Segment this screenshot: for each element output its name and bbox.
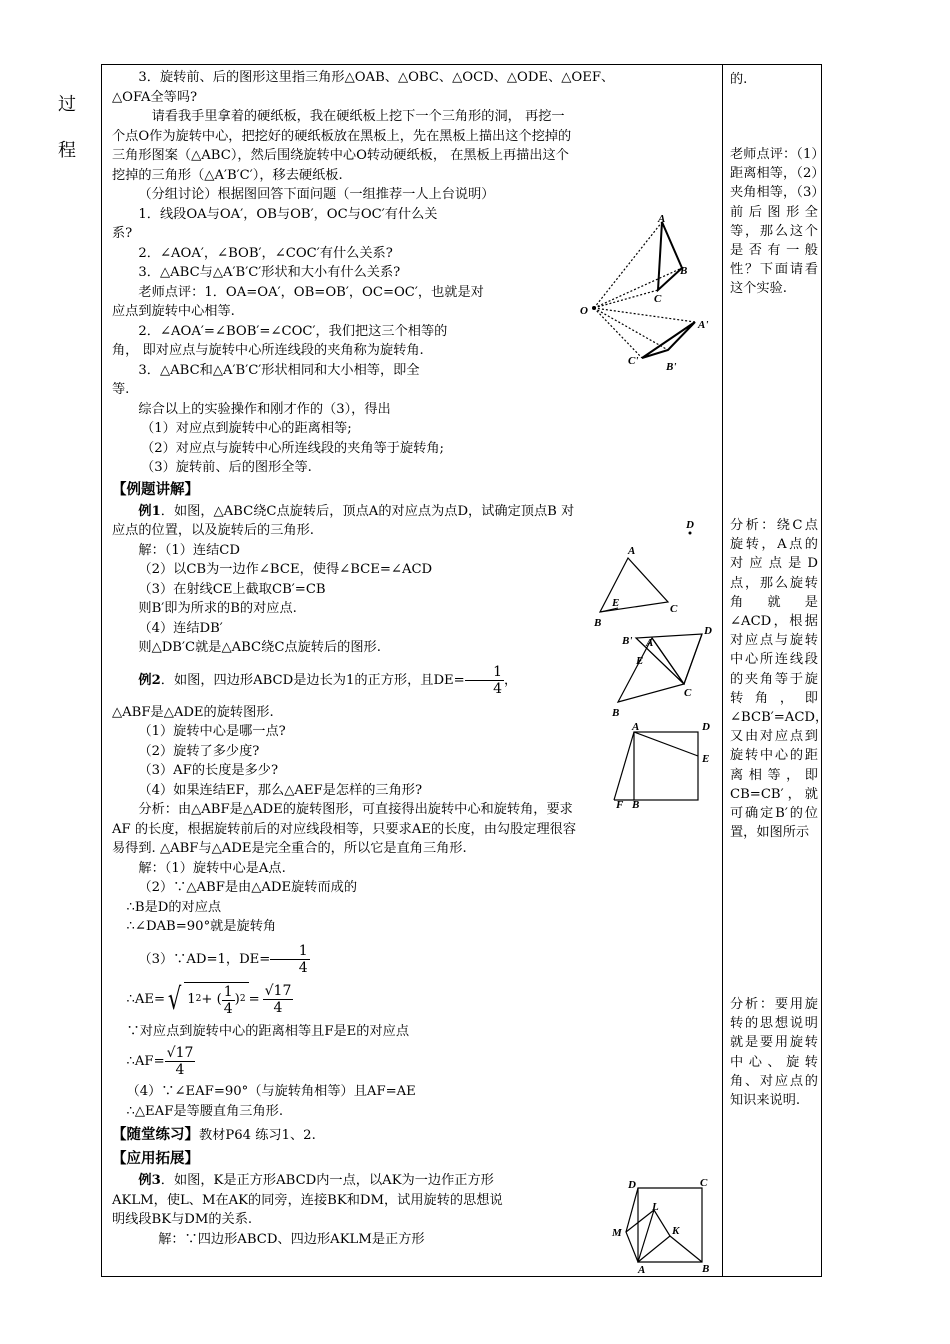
text-line: （1）旋转中心是哪一点?: [138, 724, 286, 739]
text-line: ．如图，△ABC绕C点旋转后，顶点A的对应点为点D，试确定顶点B 对: [160, 503, 575, 519]
text-line: 解：（1）连结CD: [138, 542, 240, 558]
label-M: M: [612, 1227, 622, 1239]
label-B: B: [612, 707, 620, 719]
label-A: A: [638, 1264, 646, 1276]
text-line: ．如图，四边形ABCD是边长为1的正方形，且DE=: [160, 672, 465, 688]
text-line: ∴AF=: [126, 1054, 165, 1069]
label-F: F: [616, 799, 624, 810]
text-line: AF 的长度，根据旋转前后的对应线段相等，只要求AE的长度，由勾股定理很容: [112, 821, 577, 837]
text-line: （3）AF的长度是多少?: [138, 763, 279, 778]
label-D: D: [628, 1179, 636, 1191]
text-line: 1．线段OA与OA′，OB与OB′，OC与OC′有什么关: [138, 206, 438, 222]
fraction: $\frac{1}{4}$: [270, 943, 309, 976]
label-A-prime: A': [698, 319, 709, 331]
text-line: 分析：由△ABF是△ADE的旋转图形，可直接得出旋转中心和旋转角，要求: [138, 802, 573, 817]
text-line: ∴B是D的对应点: [126, 899, 222, 915]
text-line: 系?: [112, 226, 133, 241]
text-line: 解：∵四边形ABCD、四边形AKLM是正方形: [158, 1231, 425, 1247]
example1-solution-figure: [600, 620, 720, 720]
text-line: （2）∵△ABF是由△ADE旋转而成的: [138, 880, 358, 895]
side-note-comment: 老师点评：（1）距离相等，（2）夹角相等，（3）前后图形全等，那么这个是否有一般性？下面请看这个实验.: [730, 147, 818, 297]
sqrt-expression: √ 1 2 + ( $\frac{1}{4}$ ) 2: [165, 982, 248, 1018]
text-line: 3．旋转前、后的图形这里指三角形△OAB、△OBC、△OCD、△ODE、△OEF、: [138, 70, 615, 85]
text-line: （1）对应点到旋转中心的距离相等;: [141, 421, 352, 436]
text-line: 3．△ABC和△A′B′C′形状相同和大小相等，即全: [138, 362, 420, 378]
text-line: 请看我手里拿着的硬纸板，我在硬纸板上挖下一个三角形的洞， 再挖一: [151, 109, 565, 124]
label-E: E: [612, 597, 620, 609]
label-E: E: [702, 753, 710, 765]
label-D: D: [686, 519, 694, 531]
label-D: D: [704, 625, 712, 637]
text-line: （4）∵∠EAF=90°（与旋转角相等）且AF=AE: [126, 1084, 416, 1099]
text-line: 2．∠AOA′，∠BOB′，∠COC′有什么关系?: [138, 245, 393, 261]
label-B: B: [702, 1263, 710, 1275]
text-line: 则B′即为所求的B的对应点.: [138, 601, 297, 616]
fraction: $\frac{1}{4}$: [465, 664, 504, 697]
rotation-figure: [570, 210, 715, 380]
text-line: 挖掉的三角形（△A′B′C′），移去硬纸板.: [112, 167, 343, 183]
label-D: D: [702, 721, 710, 733]
text-line: ∴△EAF是等腰直角三角形.: [126, 1103, 284, 1119]
side-note-analysis-1: 分析：绕C点旋转，A点的对应点是D点，那么旋转角就是∠ACD，根据对应点与旋转中心所连线段的夹角等于旋转角，即∠BCB′=ACD，又由对应点到旋转中心的距离相等，即CB=CB′，就可确定B′的位置，如图所示: [730, 518, 829, 841]
text-line: 明线段BK与DM的关系.: [112, 1212, 253, 1227]
example3-figure: [604, 1176, 718, 1276]
label-C: C: [700, 1177, 708, 1189]
text-line: AKLM，使L、M在AK的同旁，连接BK和DM，试用旋转的思想说: [112, 1192, 503, 1208]
text-line: 解：（1）旋转中心是A点.: [138, 860, 286, 876]
label-O: O: [580, 305, 588, 317]
text-line: △ABF是△ADE的旋转图形.: [112, 704, 274, 720]
process-label-1: 过: [58, 94, 76, 115]
section-heading-examples: 【例题讲解】: [112, 481, 199, 498]
text-line: 应点到旋转中心相等.: [112, 304, 235, 319]
text-line: （2）对应点与旋转中心所连线段的夹角等于旋转角;: [141, 440, 444, 456]
text-line: △OFA全等吗?: [112, 89, 198, 105]
example1-figure: [590, 514, 715, 634]
label-B: B: [632, 799, 640, 810]
text-line: （分组讨论）根据图回答下面问题（一组推荐一人上台说明）: [138, 187, 495, 202]
label-C-prime: C': [628, 355, 639, 367]
text-line: ∴∠DAB=90°就是旋转角: [126, 919, 277, 934]
text-line: 3．△ABC与△A′B′C′形状和大小有什么关系?: [138, 265, 401, 280]
text-line: 教材P64 练习1、2.: [199, 1128, 316, 1143]
label-L: L: [652, 1201, 659, 1213]
text-line: 易得到. △ABF与△ADE是完全重合的，所以它是直角三角形.: [112, 841, 467, 856]
label-A: A: [658, 213, 666, 225]
label-C: C: [654, 293, 662, 305]
side-note-analysis-2: 分析：要用旋转的思想说明就是要用旋转中心、旋转角、对应点的知识来说明.: [730, 997, 818, 1109]
text-line: ．如图，K是正方形ABCD内一点，以AK为一边作正方形: [160, 1173, 494, 1188]
text-line: 2．∠AOA′=∠BOB′=∠COC′，我们把这三个相等的: [138, 323, 448, 339]
text-line: 等.: [112, 382, 130, 397]
col-divider-2: [722, 64, 723, 1277]
fraction: $\frac{√17}{4}$: [166, 1045, 194, 1078]
text-line: （4）如果连结EF，那么△AEF是怎样的三角形?: [138, 782, 423, 798]
text-line: ∵对应点到旋转中心的距离相等且F是E的对应点: [126, 1023, 410, 1039]
label-C: C: [670, 603, 678, 615]
main-content: 3．旋转前、后的图形这里指三角形△OAB、△OBC、△OCD、△ODE、△OEF、 △OFA全等吗? 请看我手里拿着的硬纸板，我在硬纸板上挖下一个三角形的洞， 再挖一 个点O作为旋转中心，把挖好的硬纸板放在黑板上，先在黑板上描出这个挖掉的 三角形图案（△ABC），然后围绕旋转中心O转动硬纸板， 在黑板上再描出这个 挖掉的三角形（△A′B′C′），移去硬纸板. （分组讨论）根据图回答下面问题（一组推荐一人上台说明） 1．线段OA与OA′，OB与OB′，OC与OC′有什么关 系? 2．∠AOA′，∠BOB′，∠COC′有什么关系? 3．△ABC与△A′B′C′形状和大小有什么关系? 老师点评：1．OA=OA′，OB=OB′，OC=OC′，也就是对 应点到旋转中心相等. 2．∠AOA′=∠BOB′=∠COC′，我们把这三个相等的 角， 即对应点与旋转中心所连线段的夹角称为旋转角. 3．△ABC和△A′B′C′形状相同和大小相等，即全 等. 综合以上的实验操作和刚才作的（3），得出 （1）对应点到旋转中心的距离相等; （2）对应点与旋转中心所连线段的夹角等于旋转角; （3）旋转前、后的图形全等. 【例题讲解】 例1．如图，△ABC绕C点旋转后，顶点A的对应点为点D，试确定顶点B 对 应点的位置，以及旋转后的三角形. 解：（1）连结CD （2）以CB为一边作∠BCE，使得∠BCE=∠ACD （3）在射线CE上截取CB′=CB 则B′即为所求的B的对应点. （4）连结DB′ 则△DB′C就是△ABC绕C点旋转后的图形. 例2．如图，四边形ABCD是边长为1的正方形，且DE= $\frac{1}{4}$ ， △ABF是△ADE的旋转图形. （1）旋转中心是哪一点? （2）旋转了多少度? （3）AF的长度是多少? （4）如果连结EF，那么△AEF是怎样的三角形? 分析：由△ABF是△ADE的旋转图形，可直接得出旋转中心和旋转角，要求 AF 的长度，根据旋转前后的对应线段相等，只要求AE的长度，由勾股定理很容 易得到. △ABF与△ADE是完全重合的，所以它是直角三角形. 解：（1）旋转中心是A点. （2）∵△ABF是由△ADE旋转而成的 ∴B是D的对应点 ∴∠DAB=90°就是旋转角 （3）∵AD=1，DE= $\frac{1}{4}$ ∴AE= √ 1 2 + ( $\frac{1}{4}$ ) 2 = $\frac{√17}{4}$ ∵对应点到旋转中心的距离相等且F是E的对应点 ∴AF= $\frac{√17}{4}$ （4）∵∠EAF=90°（与旋转角相等）且AF=AE ∴△EAF是等腰直角三角形. 【随堂练习】教材P64 练习1、2. 【应用拓展】 例3．如图，K是正方形ABCD内一点，以AK为一边作正方形 AKLM，使L、M在AK的同旁，连接BK和DM，试用旋转的思想说 明线段BK与DM的关系. 解：∵四边形ABCD、四边形AKLM是正方形: [112, 68, 718, 1249]
text-line: （3）∵AD=1，DE=: [138, 951, 271, 967]
text-line: 老师点评：1．OA=OA′，OB=OB′，OC=OC′，也就是对: [138, 284, 484, 300]
text-line: （3）旋转前、后的图形全等.: [141, 460, 312, 475]
text-line: 则△DB′C就是△ABC绕C点旋转后的图形.: [138, 640, 381, 655]
label-C: C: [684, 687, 692, 699]
text-line: 角， 即对应点与旋转中心所连线段的夹角称为旋转角.: [112, 343, 424, 358]
section-heading-extension: 【应用拓展】: [112, 1151, 199, 1167]
col-divider-1: [101, 64, 102, 1277]
example2-figure: [596, 718, 720, 810]
example-label: 例1: [138, 503, 161, 519]
label-B: B: [680, 265, 688, 277]
side-note-top: 的.: [730, 72, 748, 87]
label-A: A: [632, 721, 640, 733]
text-line: （4）连结DB′: [138, 620, 223, 636]
fraction: $\frac{√17}{4}$: [264, 983, 292, 1016]
text-line: ∴AE=: [126, 991, 166, 1007]
section-heading-practice: 【随堂练习】: [112, 1127, 199, 1143]
label-B-prime: B': [622, 635, 633, 647]
text-line: （2）以CB为一边作∠BCE，使得∠BCE=∠ACD: [138, 562, 433, 577]
text-line: （3）在射线CE上截取CB′=CB: [138, 581, 326, 597]
example-label: 例2: [138, 672, 161, 688]
label-A: A: [628, 545, 636, 557]
label-A: A: [646, 637, 654, 649]
text-line: 应点的位置，以及旋转后的三角形.: [112, 523, 315, 538]
text-line: 三角形图案（△ABC），然后围绕旋转中心O转动硬纸板， 在黑板上再描出这个: [112, 148, 569, 163]
label-B-prime: B': [666, 361, 677, 373]
text-line: 综合以上的实验操作和刚才作的（3），得出: [138, 401, 391, 417]
label-K: K: [672, 1225, 680, 1237]
process-label-2: 程: [58, 140, 76, 161]
text-line: 个点O作为旋转中心，把挖好的硬纸板放在黑板上，先在黑板上描出这个挖掉的: [112, 128, 572, 144]
text-line: （2）旋转了多少度?: [138, 743, 260, 759]
example-label: 例3: [138, 1173, 161, 1188]
label-E: E: [636, 655, 644, 667]
label-B: B: [594, 617, 602, 629]
